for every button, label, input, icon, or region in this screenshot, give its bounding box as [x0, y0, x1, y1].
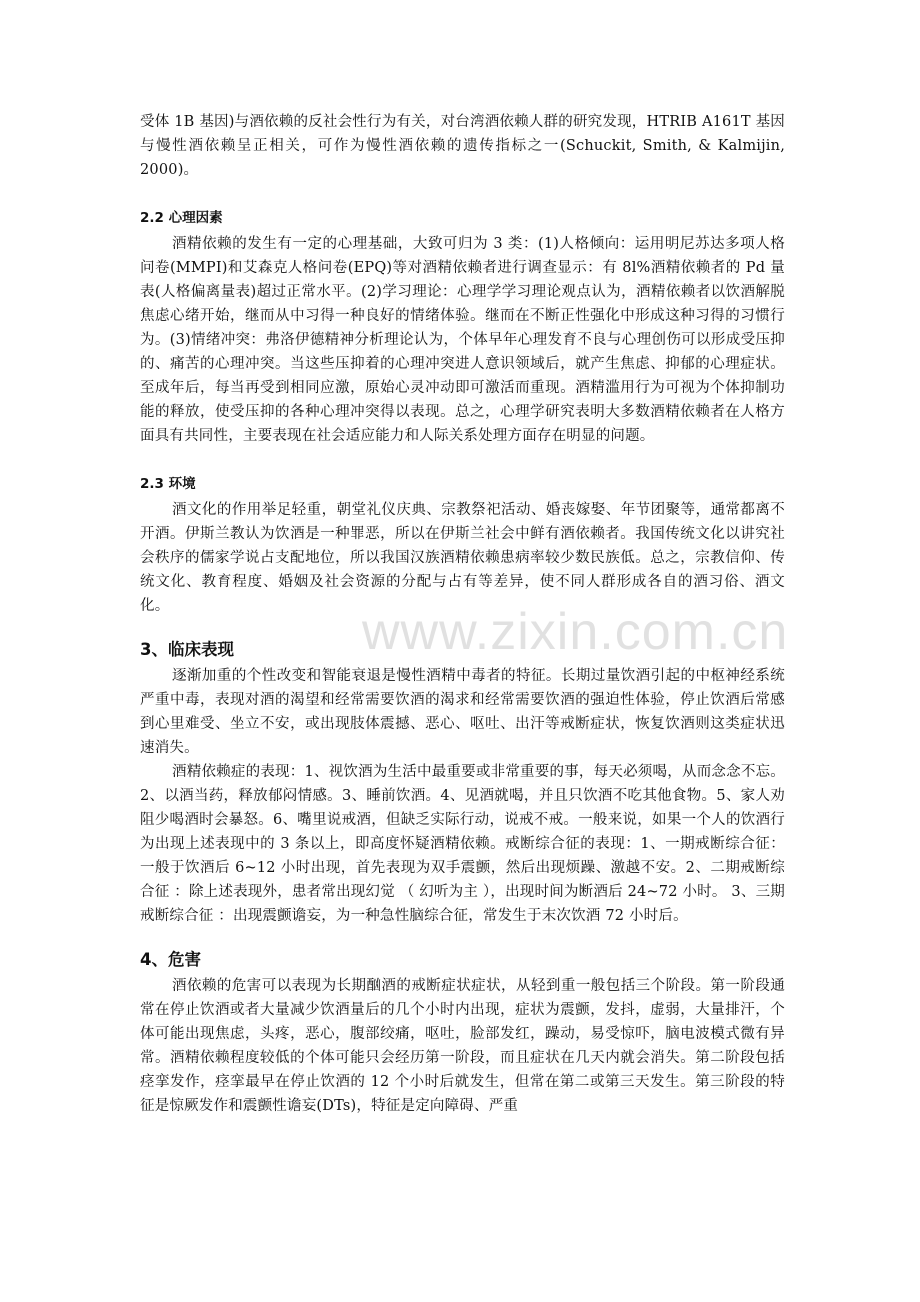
- paragraph-genetics-continued: 受体 1B 基因)与酒依赖的反社会性行为有关，对台湾酒依赖人群的研究发现，HTRIB A161T 基因与慢性酒依赖呈正相关，可作为慢性酒依赖的遗传指标之一(Schuckit, Smith, & Kalmijin, 2000)。: [140, 114, 785, 178]
- heading-3-clinical: 3、临床表现: [140, 640, 234, 659]
- paragraph-psychological: 酒精依赖的发生有一定的心理基础，大致可归为 3 类：(1)人格倾向：运用明尼苏达多项人格问卷(MMPI)和艾森克人格问卷(EPQ)等对酒精依赖者进行调查显示：有 8l%酒精依赖者的 Pd 量表(人格偏离量表)超过正常水平。(2)学习理论：心理学学习理论观点认为，酒精依赖者以饮酒解脱焦虑心绪开始，继而从中习得一种良好的情绪体验。继而在不断正性强化中形成这种习得的习惯行为。(3)情绪冲突：弗洛伊德精神分析理论认为，个体早年心理发育不良与心理创伤可以形成受压抑的、痛苦的心理冲突。当这些压抑着的心理冲突进人意识领域后，就产生焦虑、抑郁的心理症状。至成年后，每当再受到相同应激，原始心灵冲动即可激活而重现。酒精滥用行为可视为个体抑制功能的释放，使受压抑的各种心理冲突得以表现。总之，心理学研究表明大多数酒精依赖者在人格方面具有共同性，主要表现在社会适应能力和人际关系处理方面存在明显的问题。: [140, 236, 785, 444]
- paragraph-harm: 酒依赖的危害可以表现为长期酗酒的戒断症状症状，从轻到重一般包括三个阶段。第一阶段通常在停止饮酒或者大量减少饮酒量后的几个小时内出现，症状为震颤，发抖，虚弱，大量排汗，个体可能出现焦虑，头疼，恶心，腹部绞痛，呕吐，脸部发红，躁动，易受惊吓，脑电波模式微有异常。酒精依赖程度较低的个体可能只会经历第一阶段，而且症状在几天内就会消失。第二阶段包括痉挛发作，痉挛最早在停止饮酒的 12 个小时后就发生，但常在第二或第三天发生。第三阶段的特征是惊厥发作和震颤性谵妄(DTs)，特征是定向障碍、严重: [140, 978, 785, 1114]
- heading-2-2-psychological: 2.2 心理因素: [140, 210, 223, 226]
- paragraph-environment: 酒文化的作用举足轻重，朝堂礼仪庆典、宗教祭祀活动、婚丧嫁娶、年节团聚等，通常都离不开酒。伊斯兰教认为饮酒是一种罪恶，所以在伊斯兰社会中鲜有酒依赖者。我国传统文化以讲究社会秩序的儒家学说占支配地位，所以我国汉族酒精依赖患病率较少数民族低。总之，宗教信仰、传统文化、教育程度、婚姻及社会资源的分配与占有等差异，使不同人群形成各自的酒习俗、酒文化。: [140, 502, 785, 614]
- watermark: www.zixin.com.cn: [362, 603, 789, 661]
- paragraph-clinical-1: 逐渐加重的个性改变和智能衰退是慢性酒精中毒者的特征。长期过量饮酒引起的中枢神经系统严重中毒，表现对酒的渴望和经常需要饮酒的渴求和经常需要饮酒的强迫性体验，停止饮酒后常感到心里难受、坐立不安，或出现肢体震撼、恶心、呕吐、出汗等戒断症状，恢复饮酒则这类症状迅速消失。: [140, 668, 785, 756]
- paragraph-clinical-2: 酒精依赖症的表现：1、视饮酒为生活中最重要或非常重要的事，每天必须喝，从而念念不忘。2、以酒当药，释放郁闷情感。3、睡前饮酒。4、见酒就喝，并且只饮酒不吃其他食物。5、家人劝阻少喝酒时会暴怒。6、嘴里说戒酒，但缺乏实际行动，说戒不戒。一般来说，如果一个人的饮酒行为出现上述表现中的 3 条以上，即高度怀疑酒精依赖。戒断综合征的表现：1、一期戒断综合征：一般于饮酒后 6~12 小时出现，首先表现为双手震颤，然后出现烦躁、激越不安。2、二期戒断综合征 ：除上述表现外，患者常出现幻觉 （ 幻听为主 ），出现时间为断酒后 24~72 小时。 3、三期戒断综合征 ：出现震颤谵妄，为一种急性脑综合征，常发生于末次饮酒 72 小时后。: [140, 764, 785, 924]
- heading-4-harm: 4、危害: [140, 950, 201, 969]
- heading-2-3-environment: 2.3 环境: [140, 476, 196, 492]
